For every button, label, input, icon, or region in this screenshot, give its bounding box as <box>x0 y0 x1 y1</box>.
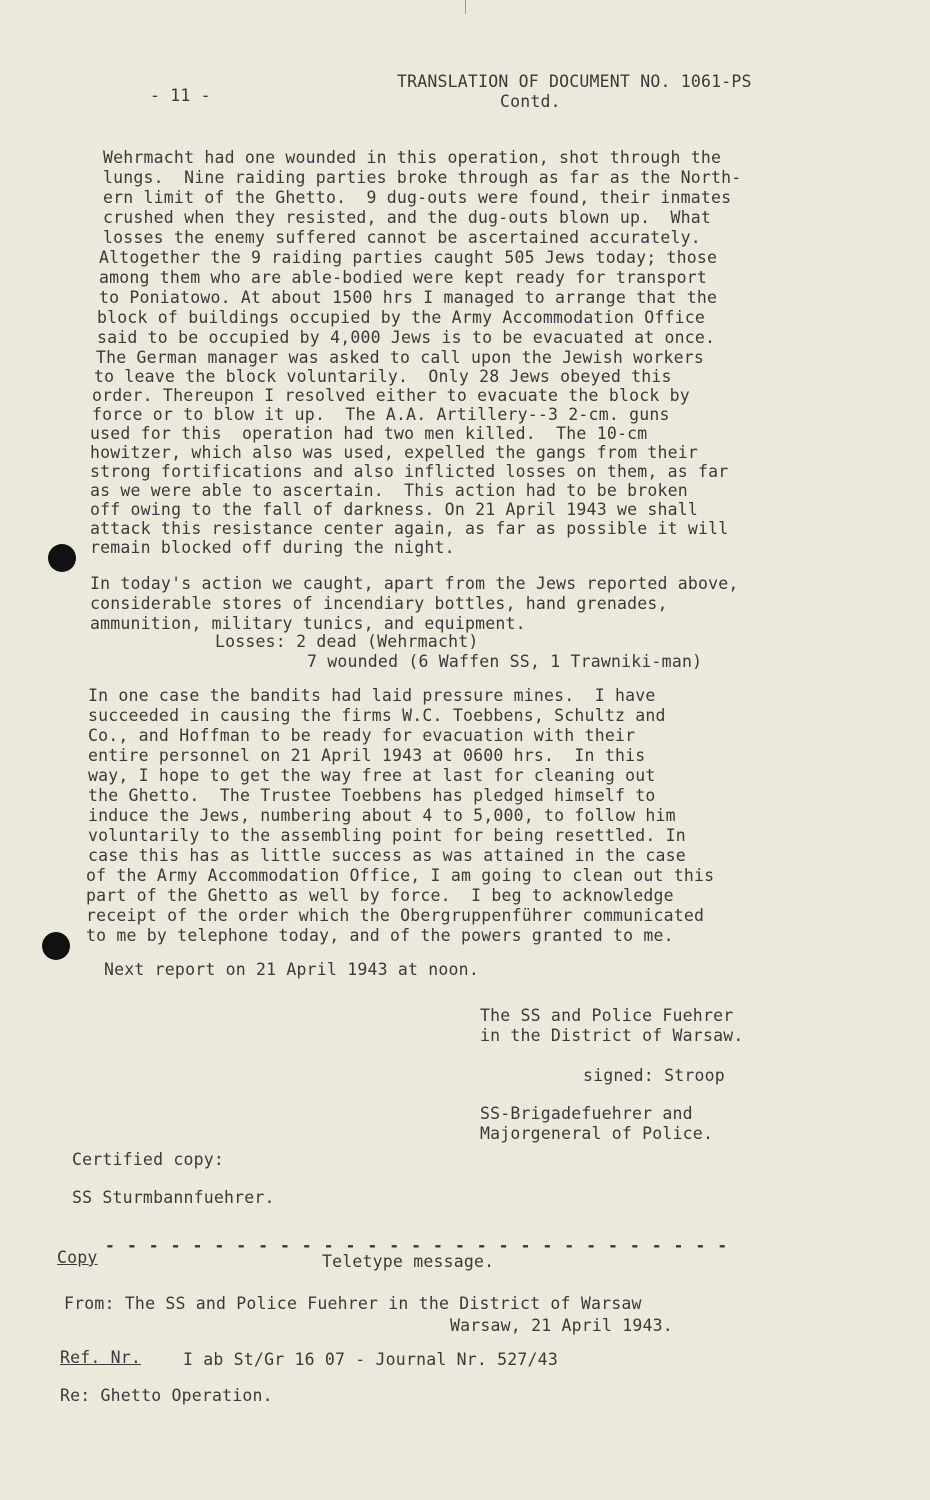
teletype-from-date: Warsaw, 21 April 1943. <box>450 1316 673 1335</box>
text-line: to Poniatowo. At about 1500 hrs I managed to arrange that the <box>99 288 718 307</box>
text-line: The German manager was asked to call upon the Jewish workers <box>96 348 705 367</box>
text-line: to me by telephone today, and of the powers granted to me. <box>86 926 674 945</box>
losses-wounded: 7 wounded (6 Waffen SS, 1 Trawniki-man) <box>307 652 703 671</box>
document-title: TRANSLATION OF DOCUMENT NO. 1061-PS <box>397 72 752 91</box>
text-line: attack this resistance center again, as far as possible it will <box>90 519 729 538</box>
text-line: howitzer, which also was used, expelled the gangs from their <box>90 443 699 462</box>
text-line: succeeded in causing the firms W.C. Toebbens, Schultz and <box>88 706 666 725</box>
punch-hole <box>42 932 70 960</box>
text-line: force or to blow it up. The A.A. Artillery--3 2-cm. guns <box>92 405 670 424</box>
text-line: crushed when they resisted, and the dug-outs blown up. What <box>103 208 712 227</box>
teletype-title: Teletype message. <box>322 1252 495 1271</box>
text-line: voluntarily to the assembling point for being resettled. In <box>88 826 686 845</box>
text-line: considerable stores of incendiary bottles, hand grenades, <box>90 594 668 613</box>
text-line: Co., and Hoffman to be ready for evacuation with their <box>88 726 636 745</box>
text-line: Wehrmacht had one wounded in this operation, shot through the <box>103 148 722 167</box>
ref-label: Ref. Nr. <box>60 1348 142 1367</box>
text-line: case this has as little success as was attained in the case <box>88 846 686 865</box>
ref-value: I ab St/Gr 16 07 - Journal Nr. 527/43 <box>183 1350 558 1369</box>
page-number: - 11 - <box>150 86 211 105</box>
punch-hole <box>48 544 76 572</box>
text-line: strong fortifications and also inflicted losses on them, as far <box>90 462 729 481</box>
losses-dead: Losses: 2 dead (Wehrmacht) <box>215 632 479 651</box>
text-line: way, I hope to get the way free at last for cleaning out <box>88 766 656 785</box>
text-line: said to be occupied by 4,000 Jews is to be evacuated at once. <box>97 328 716 347</box>
teletype-from: From: The SS and Police Fuehrer in the District of Warsaw <box>64 1294 642 1313</box>
text-line: ammunition, military tunics, and equipment. <box>90 614 526 633</box>
signature-signed: signed: Stroop <box>583 1066 725 1085</box>
text-line: of the Army Accommodation Office, I am going to clean out this <box>86 866 715 885</box>
certified-rank: SS Sturmbannfuehrer. <box>72 1188 275 1207</box>
text-line: Altogether the 9 raiding parties caught 505 Jews today; those <box>99 248 718 267</box>
certified-copy: Certified copy: <box>72 1150 225 1169</box>
fold-mark <box>465 0 466 14</box>
document-title-contd: Contd. <box>500 92 561 111</box>
text-line: entire personnel on 21 April 1943 at 0600 hrs. In this <box>88 746 646 765</box>
text-line: In today's action we caught, apart from the Jews reported above, <box>90 574 739 593</box>
text-line: the Ghetto. The Trustee Toebbens has pledged himself to <box>88 786 656 805</box>
re-line: Re: Ghetto Operation. <box>60 1386 273 1405</box>
section-divider: - - - - - - - - - - - - - - - - - - - - - - - - - - - - - <box>105 1236 729 1255</box>
text-line: losses the enemy suffered cannot be ascertained accurately. <box>103 228 701 247</box>
text-line: among them who are able-bodied were kept ready for transport <box>99 268 708 287</box>
text-line: as we were able to ascertain. This action had to be broken <box>90 481 688 500</box>
text-line: receipt of the order which the Obergruppenführer communicated <box>86 906 705 925</box>
signature-rank: SS-Brigadefuehrer and <box>480 1104 693 1123</box>
text-line: off owing to the fall of darkness. On 21 April 1943 we shall <box>90 500 699 519</box>
text-line: remain blocked off during the night. <box>90 538 455 557</box>
text-line: used for this operation had two men killed. The 10-cm <box>90 424 648 443</box>
text-line: ern limit of the Ghetto. 9 dug-outs were found, their inmates <box>103 188 732 207</box>
text-line: order. Thereupon I resolved either to evacuate the block by <box>92 386 690 405</box>
signature-district: in the District of Warsaw. <box>480 1026 744 1045</box>
signature-title: The SS and Police Fuehrer <box>480 1006 734 1025</box>
copy-label: Copy <box>57 1248 98 1267</box>
text-line: part of the Ghetto as well by force. I beg to acknowledge <box>86 886 674 905</box>
text-line: block of buildings occupied by the Army Accommodation Office <box>97 308 706 327</box>
next-report: Next report on 21 April 1943 at noon. <box>104 960 479 979</box>
text-line: In one case the bandits had laid pressure mines. I have <box>88 686 656 705</box>
text-line: to leave the block voluntarily. Only 28 Jews obeyed this <box>94 367 672 386</box>
text-line: induce the Jews, numbering about 4 to 5,000, to follow him <box>88 806 676 825</box>
signature-rank-2: Majorgeneral of Police. <box>480 1124 714 1143</box>
text-line: lungs. Nine raiding parties broke through as far as the North- <box>103 168 742 187</box>
